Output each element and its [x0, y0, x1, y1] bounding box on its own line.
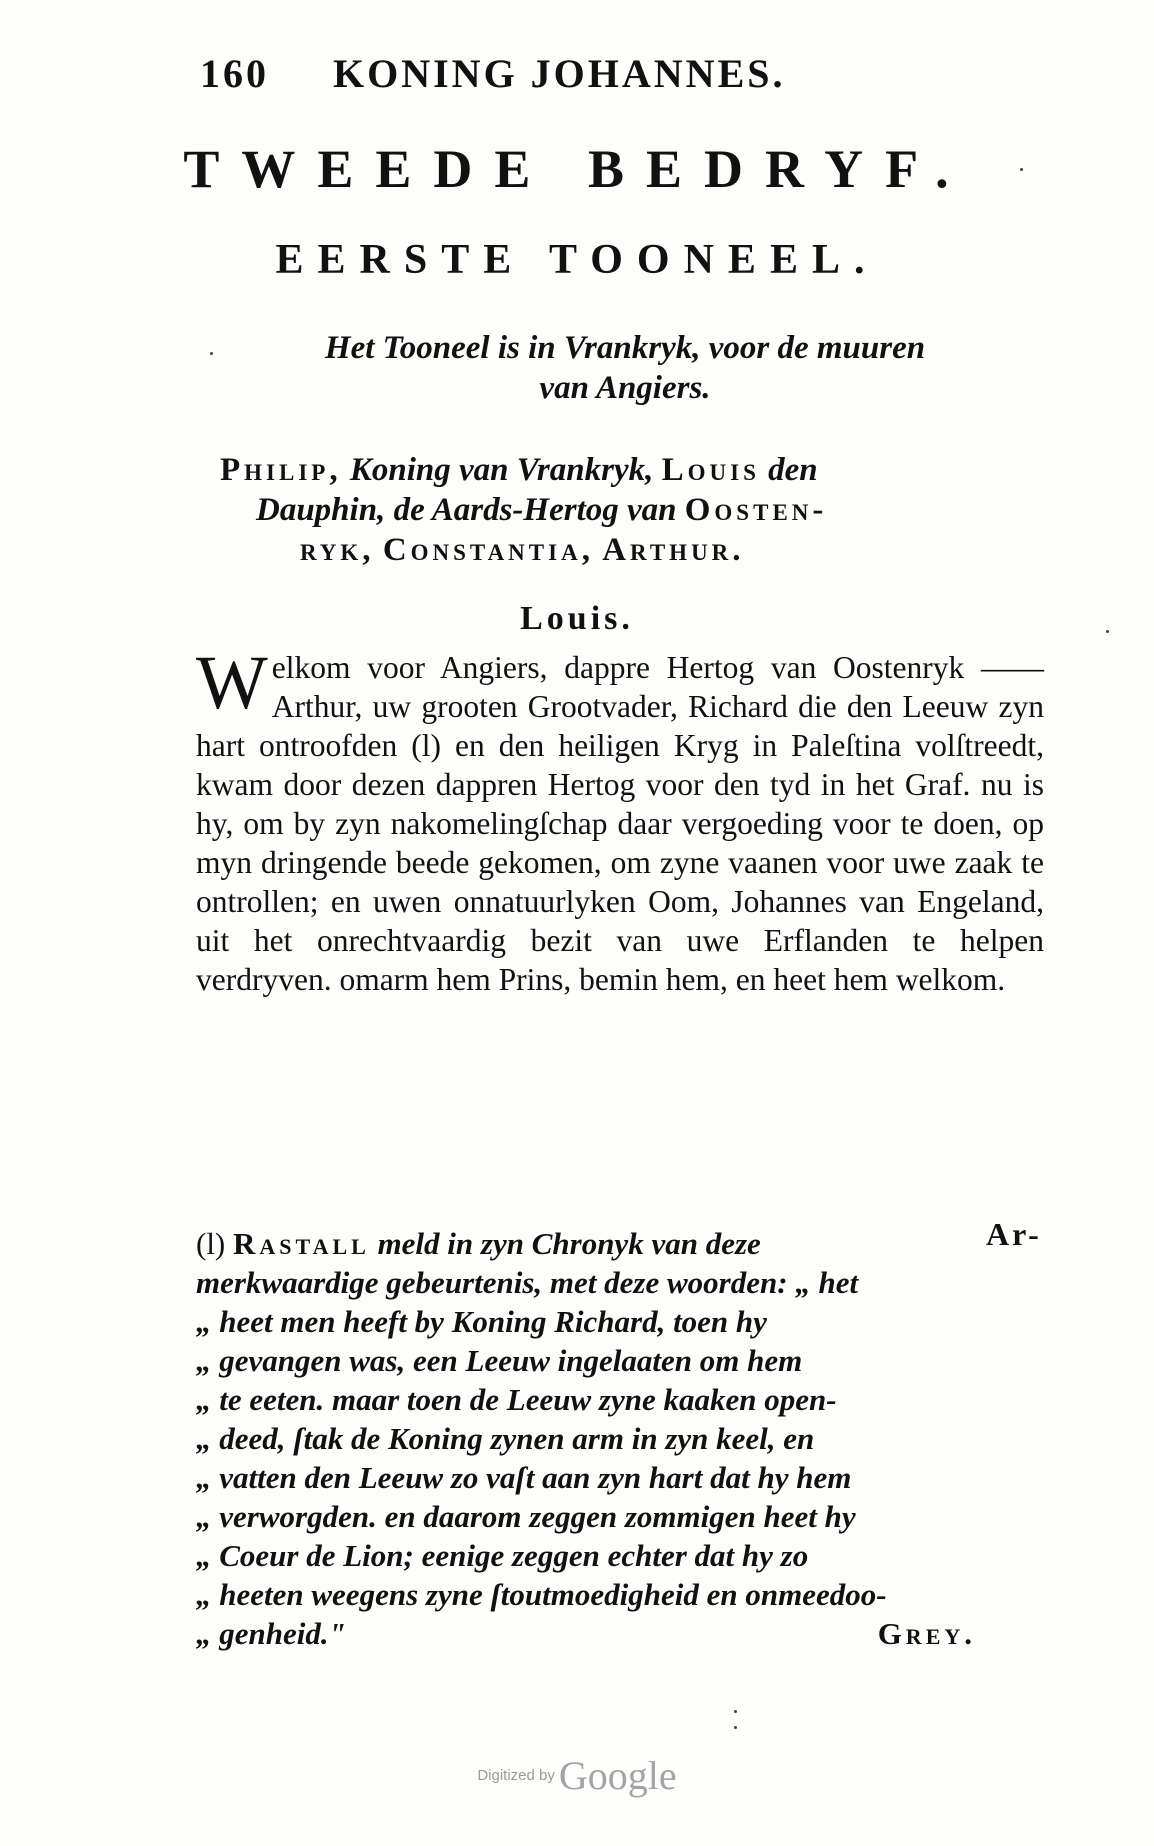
footnote-last-text: „ genheid.": [196, 1616, 346, 1651]
characters-line-2: [220, 490, 1020, 530]
speaker-name: Louis.: [520, 600, 634, 637]
footnote-line-text: „ deed, ſtak de Koning zynen arm in zyn keel, en: [196, 1421, 815, 1456]
setting-line-2: van Angiers.: [539, 370, 711, 406]
running-title: KONING JOHANNES.: [333, 51, 786, 96]
footnote-line-text: „ heeten weegens zyne ſtoutmoedigheid en onmeedoo-: [196, 1577, 887, 1612]
character-austria-1: Oosten-: [684, 492, 828, 528]
digitized-by-text: Digitized by: [477, 1767, 555, 1784]
print-speck: [734, 1726, 737, 1729]
character-louis-title-1: den: [768, 452, 818, 488]
footnote-line-1: meld in zyn Chronyk van deze: [377, 1226, 761, 1261]
catchword: Ar-: [986, 1216, 1042, 1252]
footnote-signature: Grey.: [877, 1616, 976, 1651]
footnote-line-text: merkwaardige gebeurtenis, met deze woorden: „ het: [196, 1265, 859, 1300]
footnote-line: [196, 1341, 1044, 1380]
footnote-line-text: „ vatten den Leeuw zo vaſt aan zyn hart dat hy hem: [196, 1460, 852, 1495]
footnote-line-text: „ heet men heeft by Koning Richard, toen hy: [196, 1304, 767, 1339]
footnote-line: [196, 1458, 1044, 1497]
speech-block: [196, 641, 1044, 999]
print-speck: [1106, 630, 1109, 633]
dramatis-personae: [220, 450, 1020, 570]
google-logo: Google: [558, 1753, 677, 1798]
character-philip-title: Koning van Vrankryk,: [349, 452, 654, 488]
characters-line-3: [220, 530, 1020, 570]
footnote-author: Rastall: [233, 1226, 370, 1261]
footnote-line: [196, 1302, 1044, 1341]
footnote-line: [196, 1497, 1044, 1536]
speech-text: elkom voor Angiers, dappre Hertog van Oostenryk —— Arthur, uw grooten Grootvader, Richard die den Leeuw zyn hart ontroofden (l) en den heiligen Kryg in Paleſtina volſtreedt, kwam door dezen dappren Hertog voor den tyd in het Graf. nu is hy, om by zyn nakomelingſchap daar vergoeding voor te doen, op myn dringende beede gekomen, om zyne vaanen voor uwe zaak te ontrollen; en uwen onnatuurlyken Oom, Johannes van Engeland, uit het onrechtvaardig bezit van uwe Erflanden te helpen verdryven. omarm hem Prins, bemin hem, en heet hem welkom.: [196, 650, 1044, 997]
scene-title: EERSTE TOONEEL.: [275, 237, 879, 283]
footnote-line-first: [196, 1224, 1044, 1263]
print-speck: [734, 1710, 737, 1713]
character-philip: Philip,: [220, 452, 342, 488]
character-austria-2: ryk,: [300, 532, 375, 568]
drop-cap: W: [196, 641, 268, 725]
footnote-marker: (l): [196, 1226, 226, 1261]
character-austria-title: de Aards-Hertog van: [393, 492, 677, 528]
footnote-last-line: [196, 1614, 976, 1653]
character-louis-title-2: Dauphin,: [256, 492, 386, 528]
footnote-line: [196, 1263, 1044, 1302]
footnote: [196, 1224, 1044, 1653]
footnote-line: [196, 1575, 1044, 1614]
page-number: 160: [200, 51, 269, 96]
character-louis: Louis: [661, 452, 760, 488]
footnote-line: [196, 1536, 1044, 1575]
footnote-line-text: „ Coeur de Lion; eenige zeggen echter dat hy zo: [196, 1538, 809, 1573]
digitized-watermark: [0, 1752, 1154, 1799]
footnote-line-text: „ verworgden. en daarom zeggen zommigen heet hy: [196, 1499, 856, 1534]
print-speck: [1020, 168, 1023, 171]
footnote-line-text: „ te eeten. maar toen de Leeuw zyne kaaken open-: [196, 1382, 837, 1417]
footnote-line: [196, 1419, 1044, 1458]
characters-line-1: [220, 450, 1020, 490]
running-header: [200, 50, 960, 97]
character-arthur: Arthur.: [602, 532, 745, 568]
setting-line-1: Het Tooneel is in Vrankryk, voor de muuren: [324, 330, 926, 366]
footnote-line-text: „ gevangen was, een Leeuw ingelaaten om hem: [196, 1343, 803, 1378]
act-title: TWEEDE BEDRYF.: [183, 139, 971, 199]
stage-setting: [250, 328, 1000, 408]
footnote-line: [196, 1380, 1044, 1419]
print-speck: [210, 352, 213, 355]
character-constantia: Constantia,: [382, 532, 594, 568]
